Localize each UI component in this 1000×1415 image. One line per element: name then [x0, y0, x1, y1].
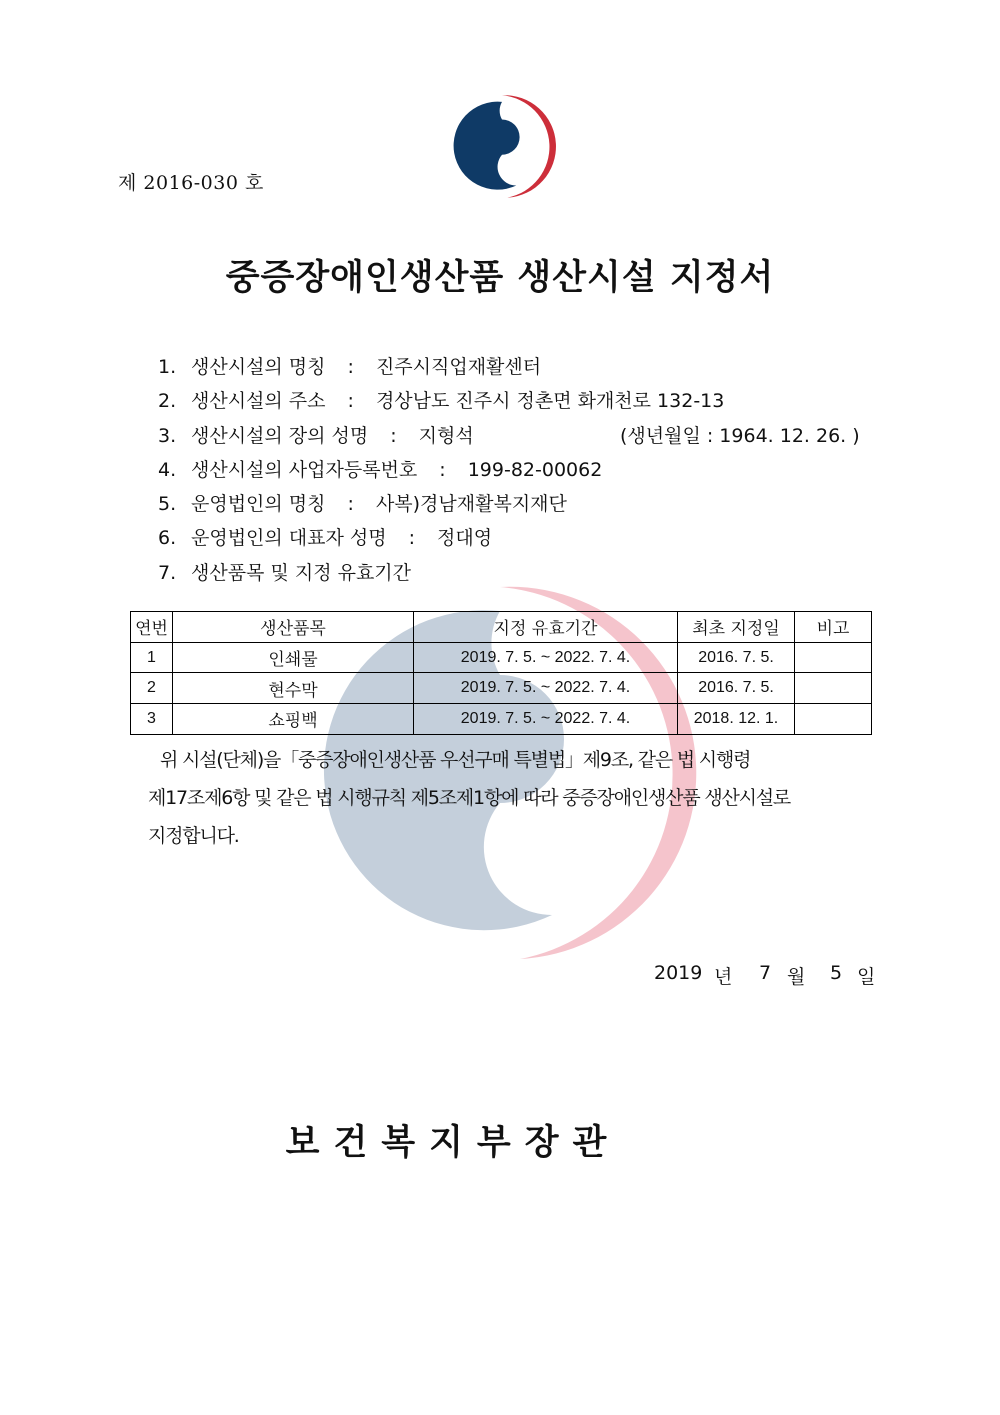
- header-serial: 연번: [131, 612, 173, 643]
- date-day: 5: [830, 962, 843, 984]
- item-label: 운영법인의 명칭: [191, 493, 326, 516]
- item-number: 1.: [158, 356, 177, 378]
- item-value: 199-82-00062: [467, 458, 603, 481]
- header-remarks: 비고: [795, 612, 872, 643]
- date-month-unit: 월: [787, 966, 806, 988]
- cell-remarks: [795, 673, 872, 704]
- statement-line: 지정합니다.: [148, 825, 239, 847]
- info-item-facility-address: [158, 386, 888, 420]
- cell-validity: 2019. 7. 5. ~ 2022. 7. 4.: [414, 642, 678, 673]
- cell-first-date: 2016. 7. 5.: [678, 673, 795, 704]
- item-separator: :: [390, 424, 397, 447]
- item-label: 생산시설의 장의 성명: [191, 424, 369, 447]
- item-number: 6.: [158, 527, 177, 550]
- info-item-director-name: [158, 421, 888, 455]
- item-value: 사복)경남재활복지재단: [375, 493, 567, 516]
- item-number: 3.: [158, 424, 177, 447]
- cell-validity: 2019. 7. 5. ~ 2022. 7. 4.: [414, 704, 678, 735]
- item-label: 생산시설의 주소: [191, 390, 326, 413]
- document-title: 중증장애인생산품 생산시설 지정서: [225, 258, 775, 298]
- date-day-unit: 일: [857, 966, 876, 988]
- info-item-representative-name: [158, 523, 888, 557]
- item-number: 5.: [158, 493, 177, 516]
- item-value: 경상남도 진주시 정촌면 화개천로 132-13: [375, 390, 725, 413]
- issuer-title: 보건복지부장관: [285, 1123, 621, 1163]
- cell-first-date: 2018. 12. 1.: [678, 704, 795, 735]
- item-separator: :: [439, 458, 446, 481]
- cell-product: 현수막: [173, 673, 414, 704]
- header-validity: 지정 유효기간: [414, 612, 678, 643]
- info-list: [158, 352, 888, 592]
- item-number: 4.: [158, 458, 177, 481]
- date-month: 7: [759, 962, 772, 984]
- cell-remarks: [795, 642, 872, 673]
- item-birthdate: (생년월일 : 1964. 12. 26. ): [620, 424, 860, 447]
- table-header-row: [131, 612, 872, 643]
- item-separator: :: [347, 390, 354, 413]
- cell-serial: 3: [131, 704, 173, 735]
- cell-serial: 2: [131, 673, 173, 704]
- table-row: [131, 704, 872, 735]
- statement-line: 위 시설(단체)을「중증장애인생산품 우선구매 특별법」제9조, 같은 법 시행령: [160, 749, 751, 771]
- products-table: [130, 611, 872, 735]
- designation-statement: [148, 744, 868, 858]
- item-label: 생산시설의 명칭: [191, 356, 326, 378]
- cell-remarks: [795, 704, 872, 735]
- item-separator: :: [408, 527, 416, 550]
- date-year-unit: 년: [714, 966, 733, 988]
- cell-first-date: 2016. 7. 5.: [678, 642, 795, 673]
- info-item-products-period: [158, 558, 888, 592]
- statement-line: 제17조제6항 및 같은 법 시행규칙 제5조제1항에 따라 중증장애인생산품 생산시설로: [148, 787, 791, 809]
- document-number: 제 2016-030 호: [118, 172, 264, 194]
- table-row: [131, 673, 872, 704]
- cell-product: 쇼핑백: [173, 704, 414, 735]
- item-value: 지형석: [418, 424, 474, 447]
- item-value: 정대영: [437, 527, 493, 550]
- cell-product: 인쇄물: [173, 642, 414, 673]
- taegeuk-emblem-icon: [447, 92, 557, 202]
- item-separator: :: [347, 356, 354, 378]
- item-label: 생산품목 및 지정 유효기간: [191, 561, 412, 584]
- info-item-corporation-name: [158, 489, 888, 523]
- date-year: 2019: [654, 962, 703, 984]
- info-item-facility-name: [158, 352, 888, 386]
- cell-validity: 2019. 7. 5. ~ 2022. 7. 4.: [414, 673, 678, 704]
- table-row: [131, 642, 872, 673]
- item-number: 2.: [158, 390, 177, 413]
- cell-serial: 1: [131, 642, 173, 673]
- header-first-date: 최초 지정일: [678, 612, 795, 643]
- item-label: 운영법인의 대표자 성명: [191, 527, 387, 550]
- item-separator: :: [347, 493, 354, 516]
- item-number: 7.: [158, 561, 177, 584]
- header-product: 생산품목: [173, 612, 414, 643]
- item-value: 진주시직업재활센터: [375, 356, 542, 378]
- info-item-business-number: [158, 455, 888, 489]
- item-label: 생산시설의 사업자등록번호: [191, 458, 418, 481]
